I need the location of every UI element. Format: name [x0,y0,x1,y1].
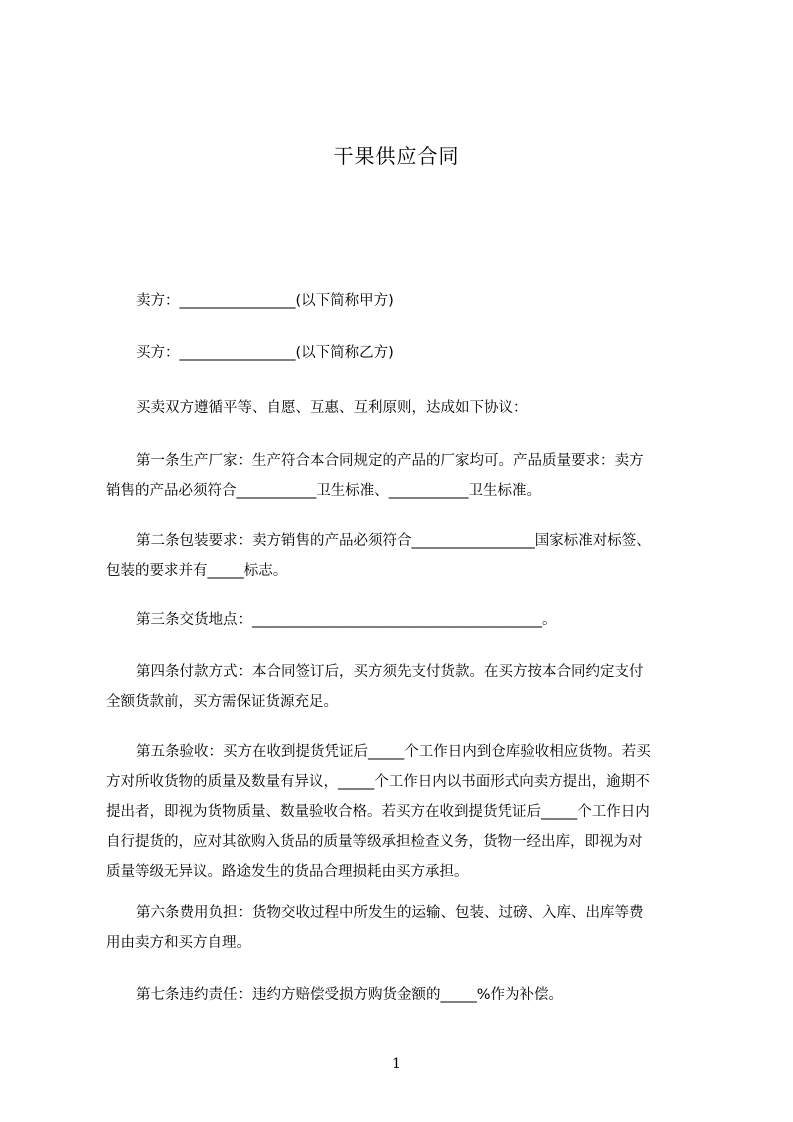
article-4-paragraph [106,657,700,717]
seller-line [106,286,730,316]
article-2-line-1: 第二条包装要求：卖方销售的产品必须符合_________________国家标准对标签、 [136,533,651,549]
article-5-line-2: 方对所收货物的质量及数量有异议，_____个工作日内以书面形式向卖方提出，逾期不 [106,774,650,790]
article-5-line-5: 质量等级无异议。路途发生的货品合理损耗由买方承担。 [106,864,469,880]
article-6-line-2: 用由卖方和买方自理。 [106,935,251,951]
page-number: 1 [392,1056,401,1072]
article-1-line-1: 第一条生产厂家：生产符合本合同规定的产品的厂家均可。产品质量要求：卖方 [136,453,644,469]
article-4-line-2: 全额货款前，买方需保证货源充足。 [106,694,338,710]
article-5-paragraph [106,737,700,887]
article-3-paragraph [106,605,730,635]
article-7-text: 第七条违约责任：违约方赔偿受损方购货金额的_____%作为补偿。 [136,987,564,1003]
contract-title: 干果供应合同 [333,144,460,168]
buyer-text: 买方：________________(以下简称乙方) [136,345,394,361]
article-4-line-1: 第四条付款方式：本合同签订后，买方须先支付货款。在买方按本合同约定支付 [136,664,644,680]
article-6-paragraph [106,898,700,958]
seller-text: 卖方：________________(以下简称甲方) [136,293,394,309]
article-3-text: 第三条交货地点：________________________________________。 [136,612,557,628]
article-6-line-1: 第六条费用负担：货物交收过程中所发生的运输、包装、过磅、入库、出库等费 [136,905,644,921]
article-2-line-2: 包装的要求并有_____标志。 [106,563,288,579]
article-5-line-4: 自行提货的，应对其欲购入货品的质量等级承担检查义务，货物一经出库，即视为对 [106,834,643,850]
article-5-line-1: 第五条验收：买方在收到提货凭证后_____个工作日内到仓库验收相应货物。若买 [136,744,651,760]
article-5-line-3: 提出者，即视为货物质量、数量验收合格。若买方在收到提货凭证后_____个工作日内 [106,804,650,820]
article-1-line-2: 销售的产品必须符合___________卫生标准、___________卫生标准。 [106,483,541,499]
article-1-paragraph [106,446,700,506]
buyer-line [106,338,730,368]
intro-paragraph [106,393,730,423]
intro-text: 买卖双方遵循平等、自愿、互惠、互利原则，达成如下协议： [136,400,528,416]
article-7-paragraph [106,980,730,1010]
article-2-paragraph [106,526,700,586]
